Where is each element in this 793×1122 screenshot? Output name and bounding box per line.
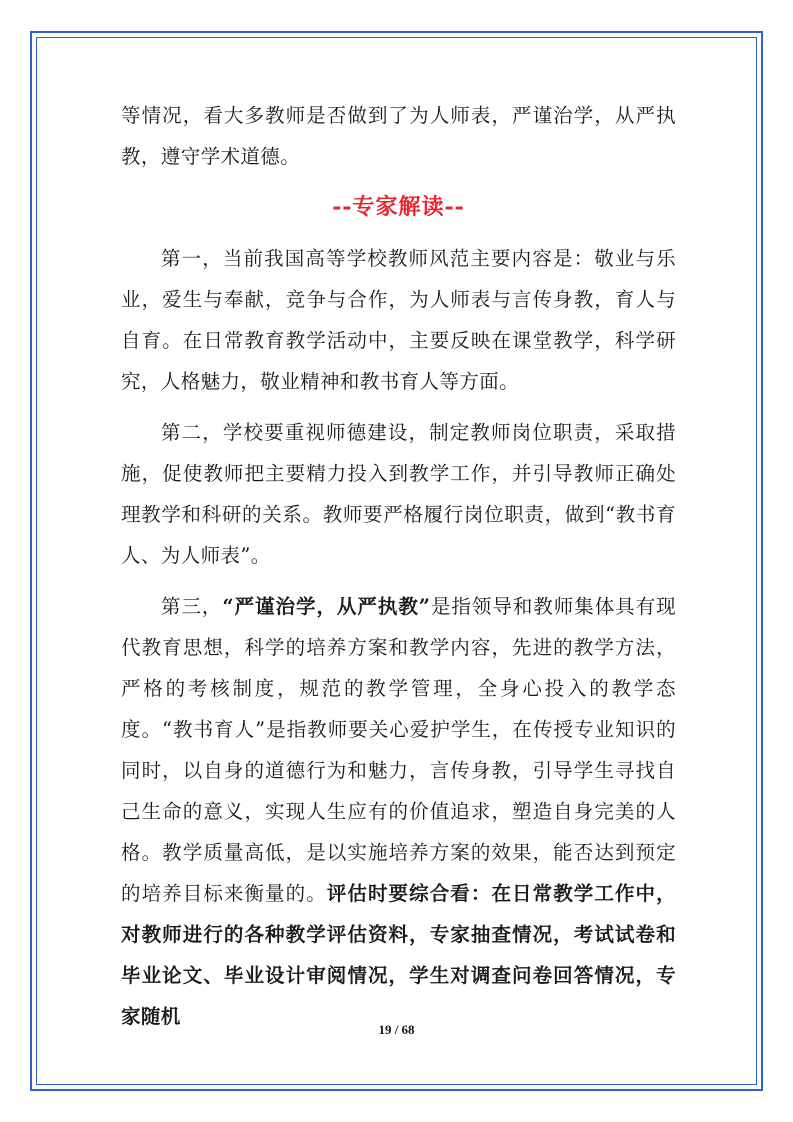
- paragraph-third-lead: 第三，: [161, 595, 223, 618]
- document-body: [121, 95, 676, 1037]
- paragraph-third: [121, 586, 676, 1037]
- paragraph-third-body: 是指领导和教师集体具有现代教育思想，科学的培养方案和教学内容，先进的教学方法，严格的考核制度，规范的教学管理，全身心投入的教学态度。“教书育人”是指教师要关心爱护学生，在传授专业知识的同时，以自身的道德行为和魅力，言传身教，引导学生寻找自己生命的意义，实现人生应有的价值追求，塑造自身完美的人格。教学质量高低，是以实施培养方案的效果，能否达到预定的培养目标来衡量的。: [121, 595, 676, 905]
- page-number: 19 / 68: [378, 1022, 415, 1037]
- section-heading: --专家解读--: [332, 194, 465, 220]
- paragraph-second: 第二，学校要重视师德建设，制定教师岗位职责，采取措施，促使教师把主要精力投入到教学工作，并引导教师正确处理教学和科研的关系。教师要严格履行岗位职责，做到“教书育人、为人师表”。: [121, 421, 676, 567]
- paragraph-continued: 等情况，看大多教师是否做到了为人师表，严谨治学，从严执教，遵守学术道德。: [121, 104, 676, 168]
- paragraph-third-bold-evaluation: 评估时要综合看：在日常教学工作中，对教师进行的各种教学评估资料，专家抽查情况，考试试卷和毕业论文、毕业设计审阅情况，学生对调查问卷回答情况，专家随机: [121, 882, 676, 1028]
- paragraph-third-bold-quote: “严谨治学，从严执教”: [222, 595, 431, 618]
- paragraph-first: 第一，当前我国高等学校教师风范主要内容是：敬业与乐业，爱生与奉献，竞争与合作，为人师表与言传身教，育人与自育。在日常教育教学活动中，主要反映在课堂教学，科学研究，人格魅力，敬业精神和教书育人等方面。: [121, 247, 676, 393]
